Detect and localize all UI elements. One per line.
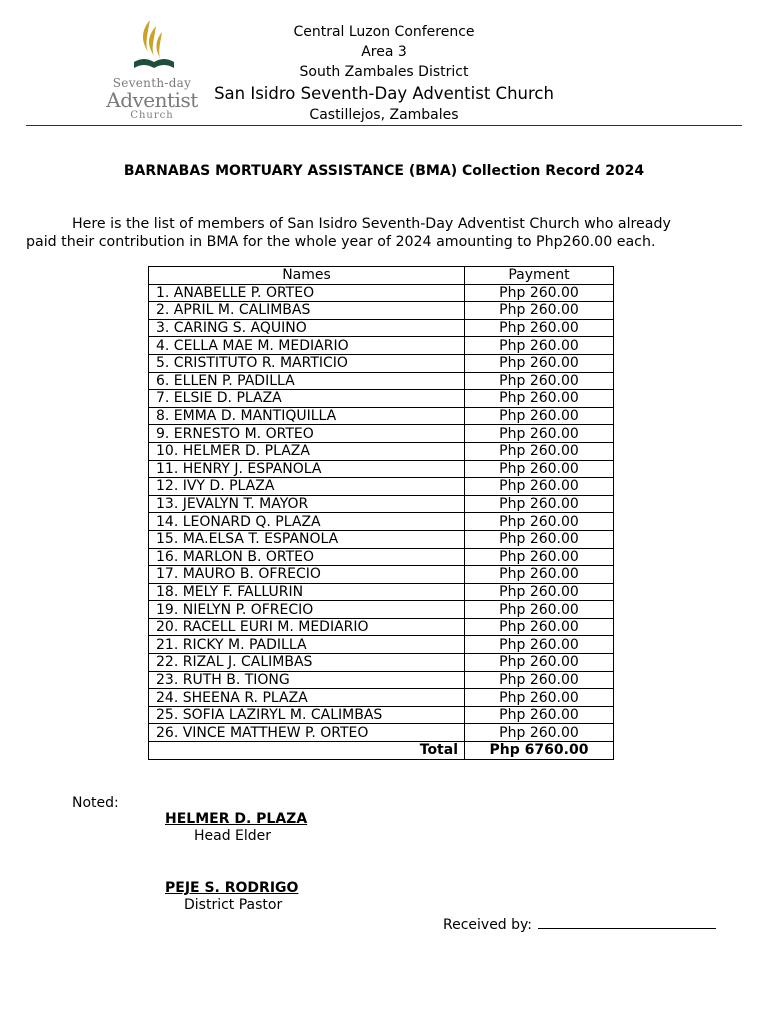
member-name-cell: 1. ANABELLE P. ORTEO <box>149 284 465 302</box>
church-location: Castillejos, Zambales <box>309 107 459 123</box>
total-label: Total <box>149 742 465 760</box>
district-pastor-name: PEJE S. RODRIGO <box>165 880 299 896</box>
district-pastor-role: District Pastor <box>184 897 283 913</box>
table-row <box>149 618 614 636</box>
church-name: San Isidro Seventh-Day Adventist Church <box>214 84 554 103</box>
head-elder-role: Head Elder <box>194 828 272 844</box>
payment-cell: Php 260.00 <box>465 548 614 566</box>
member-name-cell: 19. NIELYN P. OFRECIO <box>149 601 465 619</box>
table-row <box>149 706 614 724</box>
payment-cell: Php 260.00 <box>465 530 614 548</box>
names-column-header: Names <box>149 267 465 285</box>
table-row <box>149 284 614 302</box>
member-name-cell: 3. CARING S. AQUINO <box>149 319 465 337</box>
member-name-cell: 11. HENRY J. ESPANOLA <box>149 460 465 478</box>
table-row <box>149 478 614 496</box>
payment-cell: Php 260.00 <box>465 460 614 478</box>
member-name-cell: 4. CELLA MAE M. MEDIARIO <box>149 337 465 355</box>
member-name-cell: 14. LEONARD Q. PLAZA <box>149 513 465 531</box>
member-name-cell: 10. HELMER D. PLAZA <box>149 442 465 460</box>
table-row <box>149 495 614 513</box>
member-name-cell: 18. MELY F. FALLURIN <box>149 583 465 601</box>
payment-column-header: Payment <box>465 267 614 285</box>
payment-cell: Php 260.00 <box>465 319 614 337</box>
payment-cell: Php 260.00 <box>465 442 614 460</box>
member-name-cell: 2. APRIL M. CALIMBAS <box>149 302 465 320</box>
table-row <box>149 337 614 355</box>
district-name: South Zambales District <box>299 64 469 80</box>
payment-cell: Php 260.00 <box>465 689 614 707</box>
table-row <box>149 372 614 390</box>
member-name-cell: 21. RICKY M. PADILLA <box>149 636 465 654</box>
payment-cell: Php 260.00 <box>465 654 614 672</box>
payment-cell: Php 260.00 <box>465 706 614 724</box>
table-row <box>149 407 614 425</box>
table-row <box>149 390 614 408</box>
payment-cell: Php 260.00 <box>465 583 614 601</box>
member-name-cell: 8. EMMA D. MANTIQUILLA <box>149 407 465 425</box>
payment-cell: Php 260.00 <box>465 513 614 531</box>
member-name-cell: 17. MAURO B. OFRECIO <box>149 566 465 584</box>
payment-cell: Php 260.00 <box>465 337 614 355</box>
member-name-cell: 6. ELLEN P. PADILLA <box>149 372 465 390</box>
member-name-cell: 12. IVY D. PLAZA <box>149 478 465 496</box>
logo-text-line3: Church <box>130 110 174 121</box>
member-name-cell: 16. MARLON B. ORTEO <box>149 548 465 566</box>
member-name-cell: 5. CRISTITUTO R. MARTICIO <box>149 354 465 372</box>
table-row <box>149 671 614 689</box>
table-row <box>149 442 614 460</box>
payment-cell: Php 260.00 <box>465 354 614 372</box>
table-row <box>149 425 614 443</box>
member-name-cell: 26. VINCE MATTHEW P. ORTEO <box>149 724 465 742</box>
payment-cell: Php 260.00 <box>465 566 614 584</box>
table-row <box>149 548 614 566</box>
payment-cell: Php 260.00 <box>465 390 614 408</box>
member-name-cell: 25. SOFIA LAZIRYL M. CALIMBAS <box>149 706 465 724</box>
payment-cell: Php 260.00 <box>465 671 614 689</box>
table-row <box>149 636 614 654</box>
payment-cell: Php 260.00 <box>465 407 614 425</box>
table-row <box>149 566 614 584</box>
payment-cell: Php 260.00 <box>465 724 614 742</box>
table-row <box>149 654 614 672</box>
table-row <box>149 601 614 619</box>
table-row <box>149 302 614 320</box>
received-by-label: Received by: <box>443 917 533 933</box>
member-name-cell: 23. RUTH B. TIONG <box>149 671 465 689</box>
document-title: BARNABAS MORTUARY ASSISTANCE (BMA) Collection Record 2024 <box>123 163 645 179</box>
table-row <box>149 513 614 531</box>
table-row <box>149 724 614 742</box>
logo-text-line2: Adventist <box>106 88 198 112</box>
table-header-row <box>149 267 614 285</box>
member-name-cell: 7. ELSIE D. PLAZA <box>149 390 465 408</box>
payment-cell: Php 260.00 <box>465 618 614 636</box>
member-name-cell: 20. RACELL EURI M. MEDIARIO <box>149 618 465 636</box>
intro-line-2: paid their contribution in BMA for the whole year of 2024 amounting to Php260.00 each. <box>26 234 656 250</box>
member-name-cell: 15. MA.ELSA T. ESPANOLA <box>149 530 465 548</box>
member-name-cell: 9. ERNESTO M. ORTEO <box>149 425 465 443</box>
payment-cell: Php 260.00 <box>465 284 614 302</box>
payment-cell: Php 260.00 <box>465 636 614 654</box>
member-name-cell: 13. JEVALYN T. MAYOR <box>149 495 465 513</box>
table-row <box>149 583 614 601</box>
payment-cell: Php 260.00 <box>465 478 614 496</box>
table-row <box>149 689 614 707</box>
payment-cell: Php 260.00 <box>465 601 614 619</box>
total-row <box>149 742 614 760</box>
intro-line-1: Here is the list of members of San Isidro Seventh-Day Adventist Church who already <box>72 216 671 232</box>
logo-text-line1: Seventh-day <box>112 76 192 90</box>
head-elder-name: HELMER D. PLAZA <box>165 811 308 827</box>
table-row <box>149 460 614 478</box>
received-by-signature-line <box>538 914 716 929</box>
noted-label: Noted: <box>72 795 119 811</box>
member-name-cell: 24. SHEENA R. PLAZA <box>149 689 465 707</box>
payment-cell: Php 260.00 <box>465 302 614 320</box>
member-name-cell: 22. RIZAL J. CALIMBAS <box>149 654 465 672</box>
payment-cell: Php 260.00 <box>465 495 614 513</box>
payment-cell: Php 260.00 <box>465 425 614 443</box>
header-divider <box>26 125 742 126</box>
table-row <box>149 530 614 548</box>
total-value: Php 6760.00 <box>465 742 614 760</box>
payment-cell: Php 260.00 <box>465 372 614 390</box>
received-by <box>443 914 716 933</box>
conference-name: Central Luzon Conference <box>293 24 475 40</box>
table-row <box>149 319 614 337</box>
table-row <box>149 354 614 372</box>
area-name: Area 3 <box>361 44 407 60</box>
members-payment-table <box>148 266 614 760</box>
